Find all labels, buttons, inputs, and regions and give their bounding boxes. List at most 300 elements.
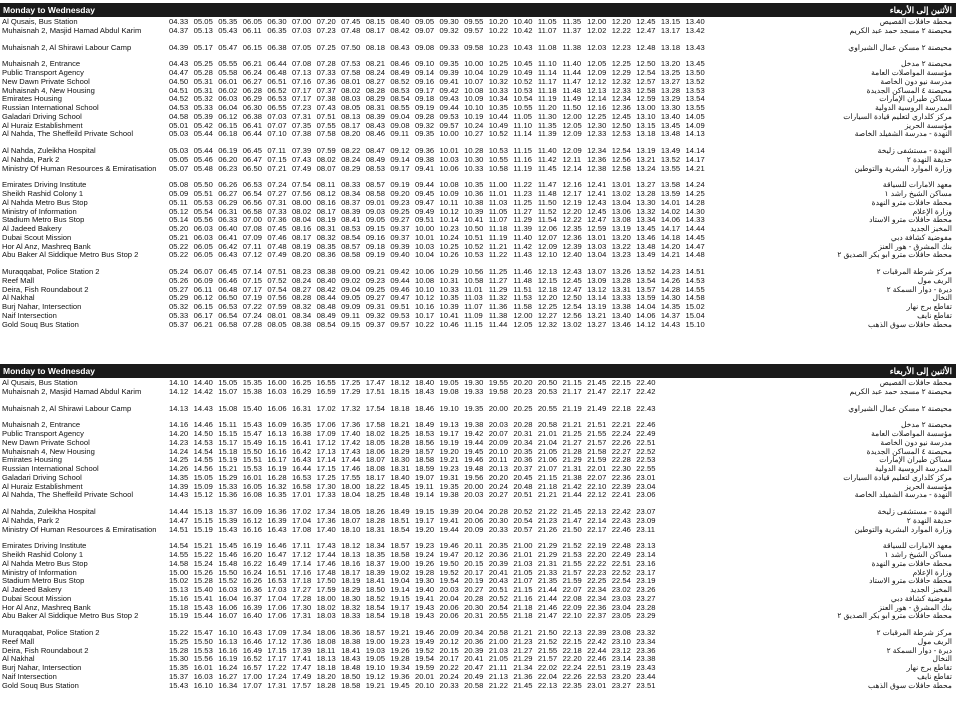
stop-name-ar: النخال [932, 294, 952, 303]
departure-time: 21.01 [537, 429, 558, 439]
departure-time: 14.43 [169, 490, 189, 500]
departure-time: 14.01 [660, 197, 681, 207]
departure-time: 11.21 [488, 241, 508, 251]
departure-time: 07.11 [267, 146, 287, 156]
departure-time: 14.55 [169, 550, 189, 560]
departure-time: 11.23 [513, 189, 533, 199]
departure-time: 08.54 [390, 94, 410, 104]
departure-time: 13.24 [636, 163, 656, 173]
departure-time: 17.59 [316, 585, 336, 595]
departure-time: 07.03 [267, 111, 287, 121]
departure-time: 14.51 [685, 267, 705, 277]
departure-time: 20.34 [464, 628, 484, 638]
departure-time: 21.55 [537, 645, 558, 655]
departure-time: 13.48 [636, 241, 656, 251]
departure-time: 09.14 [390, 154, 410, 164]
departure-time: 11.46 [513, 267, 533, 277]
departure-time: 09.03 [365, 206, 386, 216]
departure-time: 06.26 [218, 180, 238, 190]
departure-time: 19.15 [414, 507, 435, 517]
departure-time: 14.18 [660, 232, 681, 242]
departure-time: 20.58 [488, 628, 508, 638]
departure-time: 09.18 [414, 94, 435, 104]
departure-time: 05.56 [193, 215, 213, 225]
departure-time: 21.47 [587, 386, 607, 396]
stop-name-en: Deira, Fish Roundabout 2 [2, 285, 89, 294]
departure-time: 18.15 [390, 386, 410, 396]
departure-time: 09.47 [414, 197, 435, 207]
departure-time: 10.22 [414, 319, 435, 329]
departure-time: 08.37 [341, 197, 361, 207]
departure-time: 10.08 [414, 275, 435, 285]
departure-time: 07.52 [267, 275, 287, 285]
departure-time: 20.41 [464, 654, 484, 664]
departure-time: 14.56 [193, 464, 213, 474]
departure-time: 08.15 [365, 17, 386, 26]
departure-time: 10.51 [464, 232, 484, 242]
departure-time: 10.01 [414, 232, 435, 242]
departure-time: 22.07 [587, 472, 607, 482]
departure-time: 12.02 [587, 25, 607, 35]
departure-time: 23.01 [587, 680, 607, 690]
departure-time: 16.24 [242, 567, 263, 577]
departure-time: 06.44 [267, 59, 287, 69]
departure-time: 08.32 [291, 302, 312, 312]
departure-time: 16.16 [267, 446, 287, 456]
departure-time: 16.03 [267, 386, 287, 396]
departure-time: 17.28 [291, 593, 312, 603]
departure-time: 18.57 [414, 446, 435, 456]
departure-time: 23.27 [611, 680, 631, 690]
departure-time: 17.30 [291, 602, 312, 612]
departure-time: 13.25 [660, 68, 681, 78]
departure-time: 13.18 [636, 129, 656, 139]
departure-time: 12.58 [636, 85, 656, 95]
departure-time: 13.52 [685, 76, 705, 86]
departure-time: 07.59 [267, 302, 287, 312]
departure-time: 07.24 [242, 310, 263, 320]
departure-time: 16.10 [193, 680, 213, 690]
departure-time: 12.47 [636, 25, 656, 35]
departure-time: 17.43 [316, 541, 336, 551]
departure-time: 23.27 [636, 593, 656, 603]
stop-name-ar: المدرسة الروسية الدولية [875, 104, 952, 113]
departure-times [169, 321, 710, 330]
departure-time: 11.10 [513, 120, 533, 130]
departure-time: 17.54 [365, 403, 386, 413]
departure-time: 13.46 [636, 232, 656, 242]
stop-name-en: Emirates Housing [2, 456, 62, 465]
departure-time: 16.13 [218, 636, 238, 646]
departure-time: 18.43 [341, 654, 361, 664]
departure-time: 22.37 [587, 611, 607, 621]
departure-time: 22.04 [537, 671, 558, 681]
table-row [0, 27, 956, 44]
departure-time: 22.41 [611, 490, 631, 500]
departure-time: 07.45 [267, 224, 287, 234]
stop-name-ar: مركز كلداري لتعليم قيادة السيارات [843, 473, 952, 482]
departure-time: 21.57 [587, 437, 607, 447]
departure-time: 16.03 [193, 671, 213, 681]
departure-time: 17.03 [267, 585, 287, 595]
departure-time: 12.05 [513, 319, 533, 329]
departure-time: 07.51 [267, 267, 287, 277]
departure-time: 10.23 [488, 42, 508, 52]
departure-time: 21.06 [537, 455, 558, 465]
departure-time: 12.22 [611, 25, 631, 35]
departure-time: 10.45 [513, 59, 533, 69]
departure-time: 23.02 [611, 585, 631, 595]
departure-time: 12.14 [562, 163, 582, 173]
departure-time: 14.28 [685, 197, 705, 207]
departure-time: 07.37 [316, 85, 336, 95]
departure-time: 05.54 [193, 206, 213, 216]
departure-time: 11.54 [537, 215, 557, 225]
departure-time: 18.08 [365, 464, 386, 474]
departure-time: 23.38 [636, 654, 656, 664]
departure-time: 10.30 [464, 154, 484, 164]
departure-time: 11.08 [537, 42, 557, 52]
departure-time: 10.16 [414, 302, 435, 312]
departure-time: 06.41 [242, 120, 263, 130]
departure-time: 16.55 [316, 378, 336, 387]
departure-time: 11.01 [488, 189, 508, 199]
stop-name-ar: وزارة الموارد البشرية والتوطين [854, 164, 952, 173]
departure-time: 05.33 [193, 103, 213, 113]
departure-time: 09.49 [414, 206, 435, 216]
departure-time: 17.25 [316, 472, 336, 482]
departure-time: 10.14 [439, 215, 459, 225]
departure-time: 22.28 [611, 455, 631, 465]
departure-time: 06.35 [267, 25, 287, 35]
departure-time: 17.41 [291, 654, 312, 664]
departure-time: 18.13 [316, 654, 336, 664]
departure-time: 09.20 [390, 189, 410, 199]
departure-time: 20.43 [488, 576, 508, 586]
departure-time: 21.29 [513, 654, 533, 664]
departure-time: 20.03 [488, 420, 508, 430]
departure-time: 15.19 [193, 524, 213, 534]
departure-time: 07.31 [291, 111, 312, 121]
departure-time: 05.08 [169, 180, 189, 190]
departure-time: 17.25 [341, 378, 361, 387]
departure-time: 16.06 [267, 403, 287, 413]
departure-time: 06.51 [267, 76, 287, 86]
departure-time: 13.20 [611, 232, 631, 242]
departure-time: 18.05 [341, 507, 361, 517]
departure-time: 19.54 [414, 654, 435, 664]
departure-time: 06.53 [242, 180, 263, 190]
stop-name-en: Galadari Driving School [2, 112, 82, 121]
stop-name-ar: بنك المشرق - هور العنز [878, 603, 952, 612]
departure-time: 15.07 [218, 386, 238, 396]
departure-time: 08.07 [316, 163, 336, 173]
stop-name-en: Al Qusais, Bus Station [2, 18, 78, 26]
departure-time: 07.23 [316, 25, 336, 35]
departure-time: 09.04 [341, 284, 361, 294]
departure-time: 12.50 [562, 293, 582, 303]
departure-time: 12.32 [537, 319, 558, 329]
departure-time: 08.01 [341, 76, 361, 86]
departure-time: 20.49 [464, 671, 484, 681]
departure-time: 15.56 [193, 654, 213, 664]
departure-time: 19.05 [365, 654, 386, 664]
stop-name-en: Stadium Metro Bus Stop [2, 216, 85, 225]
stop-name-ar: مركز كلداري لتعليم قيادة السيارات [843, 112, 952, 121]
departure-time: 20.11 [488, 455, 508, 465]
departure-time: 10.19 [464, 111, 484, 121]
departure-time: 13.55 [660, 163, 681, 173]
departure-time: 20.36 [513, 455, 533, 465]
departure-time: 09.51 [414, 215, 435, 225]
departure-time: 08.41 [341, 215, 361, 225]
departure-time: 05.51 [193, 189, 213, 199]
departure-time: 18.30 [341, 593, 361, 603]
departure-time: 14.40 [193, 378, 213, 387]
departure-time: 09.27 [390, 215, 410, 225]
departure-time: 04.51 [169, 85, 189, 95]
departure-time: 18.59 [414, 464, 435, 474]
departure-time: 21.38 [562, 472, 582, 482]
departure-time: 09.08 [390, 120, 410, 130]
departure-time: 21.00 [513, 541, 533, 551]
departure-time: 05.55 [218, 59, 238, 69]
departure-time: 12.05 [587, 59, 607, 69]
departure-time: 12.57 [636, 76, 656, 86]
departure-time: 05.05 [169, 154, 189, 164]
departure-time: 19.30 [464, 378, 484, 387]
departure-time: 12.27 [537, 310, 558, 320]
departure-time: 08.58 [365, 189, 386, 199]
departure-time: 18.46 [414, 403, 435, 413]
departure-time: 08.34 [291, 310, 312, 320]
departure-time: 15.09 [193, 481, 213, 491]
departure-times [169, 526, 661, 535]
departure-time: 18.02 [365, 429, 386, 439]
departure-time: 05.26 [169, 275, 189, 285]
departure-time: 20.01 [414, 671, 435, 681]
departure-time: 13.19 [636, 146, 656, 156]
departure-time: 07.43 [291, 154, 312, 164]
departure-time: 15.35 [169, 663, 189, 673]
departure-time: 14.24 [169, 446, 189, 456]
departure-time: 06.30 [267, 17, 287, 26]
departure-time: 08.53 [341, 224, 361, 234]
departure-time: 21.33 [537, 567, 558, 577]
departure-time: 16.43 [291, 455, 312, 465]
departure-time: 22.39 [587, 628, 607, 638]
stop-name-ar: وزارة الإعلام [912, 207, 952, 216]
departure-time: 09.53 [390, 310, 410, 320]
departure-time: 16.08 [242, 490, 263, 500]
departure-time: 21.50 [537, 628, 558, 638]
departure-time: 13.55 [685, 103, 705, 113]
departure-time: 22.18 [611, 403, 631, 413]
departure-time: 17.48 [316, 567, 336, 577]
stop-name-en: Stadium Metro Bus Stop [2, 577, 85, 586]
departure-time: 13.53 [685, 85, 705, 95]
departure-time: 21.05 [537, 446, 558, 456]
departure-time: 11.27 [488, 275, 508, 285]
departure-time: 18.29 [341, 585, 361, 595]
departure-time: 08.24 [365, 68, 386, 78]
departure-time: 15.05 [218, 378, 238, 387]
stop-name-ar: محيصنة ٢ مدخل [900, 60, 952, 69]
departure-time: 18.16 [341, 558, 361, 568]
departure-time: 16.01 [242, 472, 263, 482]
departure-time: 16.39 [267, 515, 287, 525]
departure-time: 15.18 [218, 446, 238, 456]
departure-time: 11.05 [513, 111, 533, 121]
departure-time: 12.20 [562, 206, 582, 216]
departure-time: 20.20 [513, 378, 533, 387]
departure-time: 13.12 [587, 284, 607, 294]
departure-time: 11.58 [513, 302, 533, 312]
departure-time: 11.40 [562, 59, 582, 69]
departure-time: 11.07 [488, 215, 508, 225]
departure-times [169, 44, 710, 53]
departure-time: 20.06 [439, 602, 459, 612]
stop-name-ar: النهدة - مستشفى زليخة [877, 147, 952, 156]
departure-time: 06.15 [242, 42, 263, 52]
departure-time: 09.05 [341, 293, 361, 303]
stop-name-en: Al Huraiz Establishment [2, 482, 83, 491]
table-row [0, 612, 956, 629]
departure-time: 07.39 [291, 146, 312, 156]
departure-time: 05.53 [193, 197, 213, 207]
departure-time: 19.59 [414, 663, 435, 673]
departure-time: 18.35 [365, 550, 386, 560]
departure-time: 07.24 [267, 180, 287, 190]
departure-time: 16.27 [218, 671, 238, 681]
departure-time: 17.47 [365, 378, 386, 387]
departure-time: 13.40 [611, 310, 631, 320]
departure-time: 14.21 [685, 163, 705, 173]
departure-time: 13.04 [587, 250, 607, 260]
departure-time: 18.25 [365, 490, 386, 500]
departure-time: 21.59 [562, 576, 582, 586]
departure-time: 05.12 [169, 206, 189, 216]
departure-time: 18.31 [365, 524, 386, 534]
departure-time: 16.34 [218, 680, 238, 690]
stop-name-en: Gold Souq Bus Station [2, 320, 79, 329]
departure-time: 19.10 [365, 663, 386, 673]
departure-time: 21.01 [513, 550, 533, 560]
departure-time: 21.21 [513, 628, 533, 638]
departure-time: 14.12 [169, 386, 189, 396]
departure-time: 06.28 [242, 85, 263, 95]
departure-time: 18.00 [316, 593, 336, 603]
departure-time: 10.52 [488, 129, 508, 139]
departure-time: 08.21 [365, 59, 386, 69]
stop-rows [0, 379, 956, 690]
departure-time: 20.31 [464, 611, 484, 621]
departure-time: 15.35 [242, 378, 263, 387]
departure-time: 05.14 [169, 215, 189, 225]
departure-time: 11.53 [513, 293, 533, 303]
departure-time: 23.08 [611, 628, 631, 638]
departure-time: 20.07 [488, 429, 508, 439]
departure-time: 23.01 [636, 472, 656, 482]
departure-time: 17.02 [316, 403, 336, 413]
stop-name-en: Muhaisnah 2, Masjid Hamad Abdul Karim [2, 26, 142, 35]
departure-time: 18.04 [341, 490, 361, 500]
departure-time: 13.43 [685, 42, 705, 52]
departure-time: 16.46 [242, 636, 263, 646]
departure-time: 17.27 [291, 585, 312, 595]
departure-time: 11.20 [537, 103, 557, 113]
departure-time: 08.22 [341, 146, 361, 156]
departure-time: 16.29 [291, 386, 312, 396]
departure-time: 12.41 [587, 180, 607, 190]
departure-time: 04.52 [169, 94, 189, 104]
departure-time: 22.51 [587, 663, 607, 673]
departure-time: 19.10 [439, 403, 459, 413]
departure-time: 09.10 [414, 59, 435, 69]
departure-time: 20.34 [513, 437, 533, 447]
departure-time: 09.25 [365, 284, 386, 294]
departure-time: 20.09 [464, 524, 484, 534]
departure-time: 20.10 [414, 680, 435, 690]
departure-time: 18.38 [341, 636, 361, 646]
table-row [0, 491, 956, 508]
departure-time: 20.31 [513, 429, 533, 439]
departure-time: 23.11 [636, 524, 655, 534]
stop-name-ar: محيصنة ٢ مسجد حمد عبد الكريم [849, 26, 952, 35]
departure-time: 18.06 [365, 446, 386, 456]
departure-time: 17.58 [365, 420, 386, 430]
departure-time: 08.57 [341, 241, 361, 251]
departure-time: 22.53 [636, 455, 656, 465]
departure-time: 07.20 [316, 17, 336, 26]
departure-time: 19.33 [464, 386, 484, 396]
departure-time: 14.17 [660, 224, 681, 234]
departure-time: 20.03 [464, 490, 484, 500]
departure-time: 15.38 [242, 386, 263, 396]
departure-time: 10.23 [439, 224, 459, 234]
departure-time: 11.48 [537, 189, 557, 199]
departure-time: 07.22 [242, 302, 263, 312]
departure-time: 19.11 [414, 481, 434, 491]
departure-time: 04.47 [169, 68, 189, 78]
departure-time: 20.47 [464, 663, 484, 673]
departure-time: 11.48 [562, 85, 582, 95]
departure-time: 13.49 [636, 250, 656, 260]
departure-time: 15.48 [218, 558, 238, 568]
departure-time: 21.35 [537, 576, 558, 586]
departure-time: 15.33 [218, 481, 238, 491]
departure-time: 10.39 [439, 302, 459, 312]
stop-name-en: Emirates Driving Institute [2, 181, 87, 190]
departure-time: 08.29 [365, 94, 386, 104]
departure-time: 08.49 [365, 154, 386, 164]
departure-time: 06.18 [218, 129, 238, 139]
departure-times [169, 405, 661, 414]
departure-time: 12.54 [562, 302, 582, 312]
departure-time: 12.20 [537, 293, 558, 303]
departure-time: 22.51 [611, 558, 631, 568]
departure-time: 11.29 [488, 284, 508, 294]
departure-time: 08.46 [390, 59, 410, 69]
departure-time: 15.13 [193, 507, 213, 517]
departure-time: 23.36 [636, 645, 656, 655]
departure-time: 21.18 [513, 611, 533, 621]
departure-time: 10.25 [439, 241, 459, 251]
departure-time: 19.47 [439, 550, 459, 560]
departure-time: 22.46 [611, 524, 631, 534]
departure-time: 13.21 [587, 310, 607, 320]
departure-time: 14.47 [685, 241, 705, 251]
